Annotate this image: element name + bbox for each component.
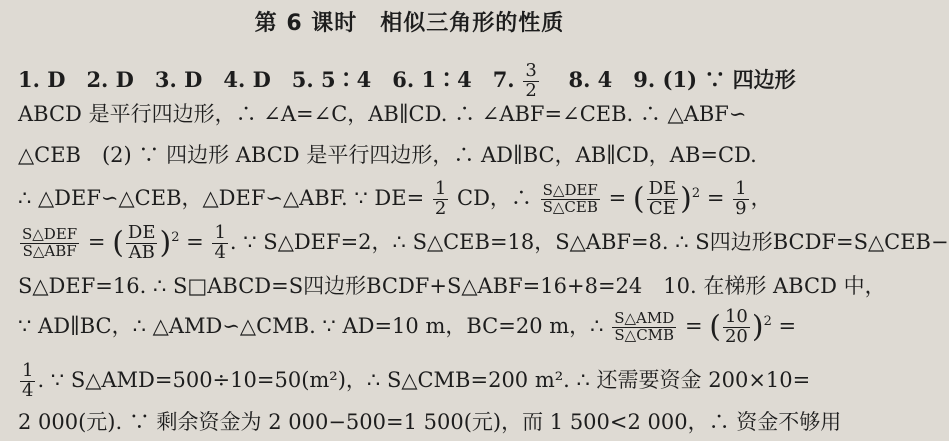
answer-line-1 — [18, 62, 809, 101]
answer-line-4: ∴ △DEF∽△CEB，△DEF∽△ABF. ∵ DE= $\frac{1}{2}$ CD，∴ $\frac{\text{S△DEF}}{\text{S△CEB}}$ = ( $\frac{DE}{CE}$ )$^2$ = $\frac{1}{9}$ ， — [18, 178, 772, 219]
page-title: 第 6 课时 相似三角形的性质 — [254, 11, 565, 36]
fraction-area-amd-cmb: $\frac{\text{S△AMD}}{\text{S△CMB}}$ — [614, 309, 675, 344]
answers-1-7: 1. D 2. D 3. D 4. D 5. 5∶4 6. 1∶4 7. — [18, 66, 515, 92]
fraction-3-2: $\frac{3}{2}$ — [525, 60, 537, 101]
fraction-1-4: $\frac{1}{4}$ — [214, 222, 226, 263]
answer-line-5: $\frac{\text{S△DEF}}{\text{S△ABF}}$ = ( $\frac{DE}{AB}$ )$^2$ = $\frac{1}{4}$ . ∵ S△DEF=2，∴ S△CEB=18，S△ABF=8. ∴ S四边形BCDF=S△CEB− — [22, 222, 949, 263]
answer-line-6: S△DEF=16. ∴ S□ABCD=S四边形BCDF+S△ABF=16+8=24 10. 在梯形 ABCD 中， — [18, 274, 886, 298]
answers-8-9: 8. 4 9. (1) ∵ 四边形 — [547, 66, 796, 92]
fraction-1-4-b: $\frac{1}{4}$ — [22, 360, 34, 401]
fraction-de-ce: $\frac{DE}{CE}$ — [648, 178, 677, 219]
answer-line-2: ABCD 是平行四边形，∴ ∠A=∠C，AB∥CD. ∴ ∠ABF=∠CEB. ∴ △ABF∽ — [18, 102, 747, 126]
fraction-10-20: $\frac{10}{20}$ — [724, 306, 748, 347]
fraction-area-def-abf: $\frac{\text{S△DEF}}{\text{S△ABF}}$ — [22, 225, 78, 260]
fraction-area-def-ceb: $\frac{\text{S△DEF}}{\text{S△CEB}}$ — [542, 181, 598, 216]
answer-line-8: $\frac{1}{4}$ . ∵ S△AMD=500÷10=50(m²)，∴ S△CMB=200 m². ∴ 还需要资金 200×10= — [22, 360, 811, 401]
fraction-1-2: $\frac{1}{2}$ — [434, 178, 447, 219]
fraction-de-ab: $\frac{DE}{AB}$ — [127, 222, 156, 263]
fraction-1-9: $\frac{1}{9}$ — [735, 178, 747, 219]
answer-line-3: △CEB (2) ∵ 四边形 ABCD 是平行四边形，∴ AD∥BC，AB∥CD，AB=CD. — [18, 143, 757, 167]
answer-line-9: 2 000(元). ∵ 剩余资金为 2 000−500=1 500(元)，而 1 500<2 000，∴ 资金不够用 — [18, 410, 842, 434]
answer-line-7: ∵ AD∥BC，∴ △AMD∽△CMB. ∵ AD=10 m，BC=20 m，∴ $\frac{\text{S△AMD}}{\text{S△CMB}}$ = ( $\frac{10}{20}$ )$^2$ = — [18, 306, 797, 347]
